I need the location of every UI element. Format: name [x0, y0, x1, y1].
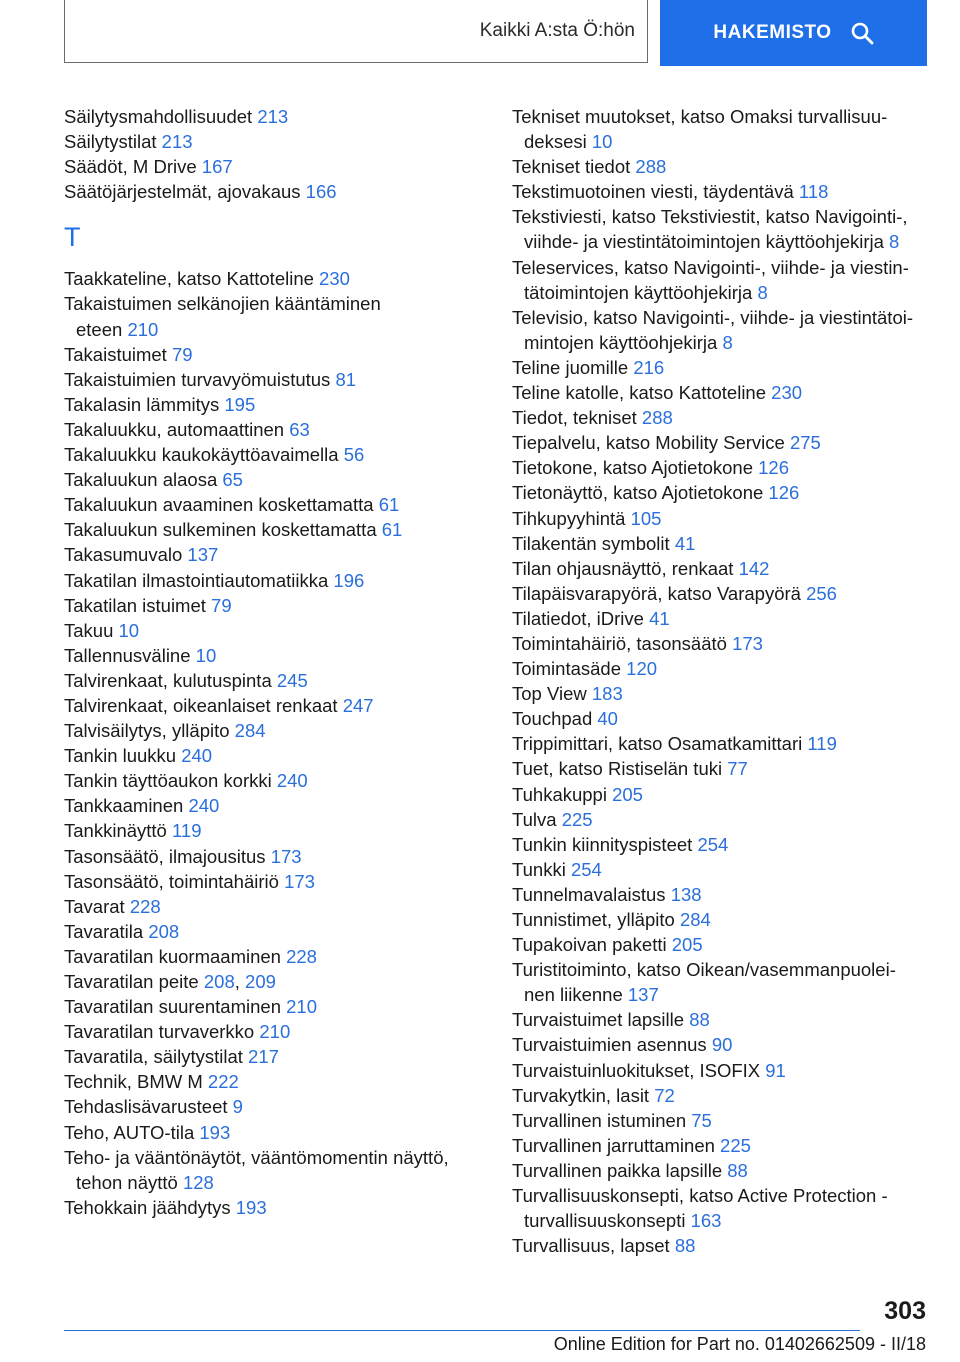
index-entry — [64, 417, 484, 442]
index-entry — [512, 1032, 932, 1057]
index-entry-text: Takaluukku, automaattinen — [64, 418, 285, 440]
index-entry-text: Tunkki — [512, 858, 566, 880]
page-link[interactable]: 90 — [711, 1034, 733, 1056]
index-entry-text: Takaluukun avaaminen koskettamatta — [64, 494, 374, 516]
page-link[interactable]: 254 — [570, 858, 602, 880]
index-entry — [64, 768, 484, 793]
index-entry — [512, 355, 932, 380]
index-entry — [512, 1083, 932, 1108]
page-link[interactable]: 72 — [654, 1084, 675, 1106]
page-link[interactable]: 173 — [270, 845, 302, 867]
index-entry — [512, 882, 932, 907]
index-entry-text: Turvaistuimet lapsille — [512, 1009, 685, 1031]
index-entry — [512, 731, 932, 756]
index-entry-text: Talvisäilytys, ylläpito — [64, 720, 230, 742]
index-entry — [64, 104, 484, 129]
index-list-t-continued — [512, 104, 932, 1258]
index-entry-text: Tekniset muutokset, katso Omaksi turvallisuu- — [512, 106, 888, 127]
index-entry — [512, 305, 932, 355]
index-entry-text: Turvakytkin, lasit — [512, 1084, 650, 1106]
page-link[interactable]: 240 — [188, 795, 220, 817]
index-entry-text: Tulva — [512, 808, 557, 830]
index-entry-text: Turvaistuimien asennus — [512, 1034, 707, 1056]
index-entry-text: Tankkinäyttö — [64, 820, 167, 842]
index-entry — [512, 782, 932, 807]
index-entry-text: viihde- ja viestintätoimintojen käyttöohjekirja — [524, 231, 884, 253]
index-entry-text: Turvallisuus, lapset — [512, 1235, 670, 1257]
index-entry — [64, 643, 484, 668]
index-entry — [512, 756, 932, 781]
index-entry — [64, 693, 484, 718]
index-entry-text: Tihkupyyhintä — [512, 507, 626, 529]
footer-edition: Online Edition for Part no. 01402662509 - II/18 — [553, 1334, 926, 1354]
index-entry — [64, 1044, 484, 1069]
index-entry — [512, 1183, 932, 1233]
index-entry-text: Tavaratilan suurentaminen — [64, 996, 281, 1018]
index-entry — [512, 1158, 932, 1183]
index-entry-text: Takaistuimen selkänojien kääntäminen — [64, 293, 381, 315]
index-entry — [64, 442, 484, 467]
index-entry-text: Trippimittari, katso Osamatkamittari — [512, 733, 803, 755]
index-entry — [64, 1145, 484, 1195]
index-entry-text: Tavaratila, säilytystilat — [64, 1046, 243, 1068]
index-entry — [64, 517, 484, 542]
page-link[interactable]: 56 — [343, 444, 365, 466]
page-link[interactable]: 217 — [248, 1046, 279, 1068]
index-entry-text: Tunkin kiinnityspisteet — [512, 833, 693, 855]
index-entry-text: Technik, BMW M — [64, 1071, 203, 1093]
index-list-s — [64, 104, 484, 204]
index-entry-text: tehon näyttö — [76, 1171, 178, 1193]
index-entry — [512, 480, 932, 505]
page-link[interactable]: 284 — [679, 909, 711, 930]
page-link[interactable]: 137 — [187, 544, 219, 566]
page-link[interactable]: 240 — [276, 770, 308, 792]
page-link[interactable]: 173 — [284, 870, 315, 892]
index-entry — [64, 618, 484, 643]
tab-a-to-z-label: Kaikki A:sta Ö:hön — [479, 20, 635, 41]
page-link[interactable]: 10 — [591, 131, 613, 153]
page-link[interactable]: 216 — [633, 356, 665, 378]
index-entry-text: Tuet, katso Ristiselän tuki — [512, 758, 723, 780]
index-entry-text: Säilytystilat — [64, 131, 157, 153]
page-link[interactable]: 228 — [129, 895, 161, 917]
page-link[interactable]: 195 — [224, 393, 256, 415]
index-entry — [512, 681, 932, 706]
index-entry-text: Tasonsäätö, ilmajousitus — [64, 845, 266, 867]
index-entry-text: Säätöjärjestelmät, ajovakaus — [64, 181, 301, 203]
index-entry — [512, 380, 932, 405]
index-entry — [64, 894, 484, 919]
page-link[interactable]: 137 — [627, 984, 659, 1006]
index-entry-text: Takaistuimet — [64, 343, 167, 365]
index-entry-text: Teline katolle, katso Kattoteline — [512, 382, 767, 404]
index-entry — [512, 807, 932, 832]
index-entry-text: Takaistuimien turvavyömuistutus — [64, 368, 331, 390]
page-link[interactable]: 10 — [118, 619, 140, 641]
index-entry — [64, 179, 484, 204]
index-entry — [64, 994, 484, 1019]
index-entry-text: Tilapäisvarapyörä, katso Varapyörä — [512, 582, 801, 604]
page-link[interactable]: 208 — [203, 971, 235, 992]
page-link[interactable]: 126 — [768, 482, 800, 504]
index-entry — [512, 706, 932, 731]
index-entry — [512, 104, 932, 154]
index-entry-text: Teho, AUTO-tila — [64, 1121, 195, 1143]
index-entry — [64, 1120, 484, 1145]
index-entry-text: Tavarat — [64, 895, 125, 917]
page-link[interactable]: 126 — [758, 457, 790, 479]
page-link[interactable]: 205 — [671, 934, 703, 956]
index-entry-text: Tekstiviesti, katso Tekstiviestit, katso Navigointi-, — [512, 206, 908, 228]
index-entry — [64, 593, 484, 618]
index-entry — [64, 718, 484, 743]
index-entry-text: Takasumuvalo — [64, 544, 183, 566]
page-link[interactable]: 75 — [691, 1109, 712, 1131]
index-entry-text: Turistitoiminto, katso Oikean/vasemmanpuolei- — [512, 959, 896, 981]
index-entry — [64, 291, 484, 341]
index-entry: Tavaratilan peite 208, 209 — [64, 971, 276, 992]
index-entry — [64, 492, 484, 517]
page-number: 303 — [884, 1297, 926, 1325]
index-entry — [64, 154, 484, 179]
index-entry — [512, 506, 932, 531]
index-entry-text: Teho- ja vääntönäytöt, vääntömomentin näyttö, — [64, 1146, 449, 1168]
page-link[interactable]: 10 — [195, 644, 217, 666]
tab-index[interactable] — [660, 0, 927, 66]
index-entry — [512, 531, 932, 556]
index-entry — [64, 1069, 484, 1094]
index-entry — [512, 455, 932, 480]
index-entry-text: Tilatiedot, iDrive — [512, 607, 644, 629]
index-entry-text: Tallennusväline — [64, 644, 191, 666]
page-link[interactable]: 65 — [222, 469, 243, 491]
page-link[interactable]: 228 — [286, 945, 317, 967]
index-entry-text: Tunnelmavalaistus — [512, 883, 666, 905]
tab-index-label: HAKEMISTO — [713, 22, 832, 43]
index-entry — [512, 581, 932, 606]
page-link[interactable]: 284 — [234, 720, 266, 742]
page-link[interactable]: 41 — [674, 532, 696, 554]
index-entry-text: Tavaratilan kuormaaminen — [64, 945, 281, 967]
index-entry-text: Takalasin lämmitys — [64, 393, 220, 415]
index-entry-text: Tehokkain jäähdytys — [64, 1196, 231, 1218]
page-link[interactable]: 205 — [612, 783, 643, 805]
index-entry-text: Tiepalvelu, katso Mobility Service — [512, 432, 785, 454]
page-link[interactable]: 173 — [732, 632, 763, 654]
page-link[interactable]: 81 — [335, 368, 357, 390]
page-link[interactable]: 210 — [286, 996, 318, 1018]
page-link[interactable]: 193 — [235, 1196, 267, 1218]
index-entry — [64, 944, 484, 969]
index-entry-text: Talvirenkaat, kulutuspinta — [64, 669, 272, 691]
index-entry-text: Tupakoivan paketti — [512, 934, 667, 956]
index-entry-text: mintojen käyttöohjekirja — [524, 331, 718, 353]
index-column-left — [64, 104, 484, 1220]
index-entry — [512, 832, 932, 857]
index-entry — [64, 342, 484, 367]
index-entry — [64, 743, 484, 768]
index-entry-text: Tiedot, tekniset — [512, 407, 637, 429]
index-entry — [512, 932, 932, 957]
index-entry — [512, 204, 932, 254]
index-entry-text: Tekstimuotoinen viesti, täydentävä — [512, 181, 794, 203]
index-entry-text: Turvallinen istuminen — [512, 1109, 687, 1131]
page-link[interactable]: 183 — [591, 683, 623, 705]
index-entry-text: Tasonsäätö, toimintahäiriö — [64, 870, 279, 892]
index-entry — [512, 1058, 932, 1083]
index-entry — [64, 869, 484, 894]
index-entry — [64, 818, 484, 843]
footer-divider — [64, 1330, 860, 1331]
index-entry-text: Takaluukun alaosa — [64, 469, 218, 491]
page-link[interactable]: 8 — [722, 331, 733, 353]
index-entry-text: Turvallisuuskonsepti, katso Active Protection - — [512, 1185, 888, 1207]
index-entry-text: Toimintasäde — [512, 658, 622, 680]
page-link[interactable]: 8 — [757, 281, 768, 303]
index-entry-text: Tunnistimet, ylläpito — [512, 909, 675, 930]
index-entry-text: Teline juomille — [512, 356, 629, 378]
index-entry — [512, 907, 932, 932]
page-link[interactable]: 208 — [148, 920, 180, 942]
page-link[interactable]: 91 — [765, 1059, 786, 1081]
index-entry — [512, 1007, 932, 1032]
index-entry-text: nen liikenne — [524, 984, 623, 1006]
index-entry-text: Takaluukun sulkeminen koskettamatta — [64, 519, 377, 541]
index-entry — [64, 266, 484, 291]
page-link[interactable]: 193 — [199, 1121, 231, 1143]
page-link[interactable]: 61 — [378, 494, 400, 516]
page-link[interactable]: 8 — [889, 231, 900, 253]
index-entry-text: Tavaratila — [64, 920, 144, 942]
index-entry-text: Takatilan istuimet — [64, 594, 206, 616]
index-entry-text: Säädöt, M Drive — [64, 156, 197, 178]
page-link[interactable]: 225 — [720, 1134, 751, 1156]
index-entry — [64, 1019, 484, 1044]
page-link[interactable]: 163 — [690, 1210, 722, 1232]
index-entry-text: Tavaratilan peite — [64, 971, 199, 992]
index-entry-text: Televisio, katso Navigointi-, viihde- ja viestintätoi- — [512, 306, 914, 328]
index-entry-text: Takatilan ilmastointiautomatiikka — [64, 569, 329, 591]
page-link[interactable]: 210 — [259, 1021, 291, 1043]
page-link[interactable]: 138 — [670, 883, 702, 905]
page-link[interactable]: 209 — [245, 971, 276, 992]
page-link[interactable]: 288 — [635, 156, 667, 178]
index-entry-text: Talvirenkaat, oikeanlaiset renkaat — [64, 694, 338, 716]
index-entry — [64, 542, 484, 567]
top-navigation — [64, 0, 927, 66]
page-link[interactable]: 213 — [257, 106, 289, 127]
index-entry-text: turvallisuuskonsepti — [524, 1210, 686, 1232]
index-entry-text: Tehdaslisävarusteet — [64, 1096, 228, 1118]
index-entry — [512, 1133, 932, 1158]
index-entry — [512, 1233, 932, 1258]
index-entry — [64, 1195, 484, 1220]
page-link[interactable]: 210 — [127, 318, 159, 340]
index-entry-text: Turvallinen jarruttaminen — [512, 1134, 715, 1156]
index-entry-text: Takuu — [64, 619, 114, 641]
page-link[interactable]: 79 — [171, 343, 193, 365]
page-link[interactable]: 256 — [806, 582, 837, 604]
page-link[interactable]: 196 — [333, 569, 365, 591]
index-entry — [64, 467, 484, 492]
index-entry — [512, 556, 932, 581]
page-link[interactable]: 40 — [597, 708, 618, 730]
index-entry-text: Turvaistuinluokitukset, ISOFIX — [512, 1059, 761, 1081]
index-entry — [64, 668, 484, 693]
page-link[interactable]: 128 — [182, 1171, 214, 1193]
index-entry — [64, 129, 484, 154]
page-link[interactable]: 41 — [649, 607, 670, 629]
search-icon — [850, 21, 874, 45]
index-entry — [64, 793, 484, 818]
index-entry-text: deksesi — [524, 131, 587, 153]
page-link[interactable]: 222 — [207, 1071, 239, 1093]
index-entry — [64, 392, 484, 417]
page-link[interactable]: 79 — [211, 594, 232, 616]
index-entry — [512, 857, 932, 882]
index-entry-text: Top View — [512, 683, 587, 705]
page-link[interactable]: 119 — [807, 733, 837, 755]
page-link[interactable]: 118 — [798, 181, 829, 203]
page-link[interactable]: 88 — [727, 1159, 748, 1181]
index-entry — [64, 844, 484, 869]
page-link[interactable]: 247 — [342, 694, 374, 716]
index-entry-text: Touchpad — [512, 708, 593, 730]
index-entry — [512, 957, 932, 1007]
page-link[interactable]: 213 — [161, 131, 193, 153]
page-link[interactable]: 61 — [381, 519, 403, 541]
index-entry-text: Tankin täyttöaukon korkki — [64, 770, 272, 792]
index-entry-text: Teleservices, katso Navigointi-, viihde- ja viestin- — [512, 256, 909, 278]
index-entry — [512, 606, 932, 631]
index-entry — [64, 568, 484, 593]
index-entry — [512, 179, 932, 204]
page-link[interactable]: 63 — [289, 418, 310, 440]
page-link[interactable]: 9 — [232, 1096, 243, 1118]
index-entry — [512, 656, 932, 681]
index-entry — [512, 631, 932, 656]
index-entry — [512, 1108, 932, 1133]
page-link[interactable]: 240 — [181, 745, 213, 767]
page-link[interactable]: 245 — [276, 669, 308, 691]
page-link[interactable]: 166 — [305, 181, 337, 203]
page-link[interactable]: 225 — [561, 808, 593, 830]
index-entry — [64, 367, 484, 392]
index-entry-text: Turvallinen paikka lapsille — [512, 1159, 723, 1181]
index-entry-text: Tietokone, katso Ajotietokone — [512, 457, 753, 479]
page-link[interactable]: 88 — [674, 1235, 696, 1257]
index-entry-text: Takaluukku kaukokäyttöavaimella — [64, 444, 339, 466]
page-link[interactable]: 88 — [689, 1009, 710, 1031]
page-link[interactable]: 230 — [319, 268, 350, 290]
index-entry-text: Toimintahäiriö, tasonsäätö — [512, 632, 727, 654]
page-link[interactable]: 288 — [641, 407, 673, 429]
index-column-right — [512, 104, 932, 1258]
index-entry-text: Tankin luukku — [64, 745, 177, 767]
index-entry-text: Tuhkakuppi — [512, 783, 607, 805]
page-link[interactable]: 275 — [789, 432, 821, 454]
index-entry-text: Tekniset tiedot — [512, 156, 631, 178]
index-entry-text: tätoimintojen käyttöohjekirja — [524, 281, 753, 303]
index-entry — [64, 1094, 484, 1119]
page-link[interactable]: 167 — [201, 156, 233, 178]
index-entry-text: Tietonäyttö, katso Ajotietokone — [512, 482, 764, 504]
index-entry-text: Taakkateline, katso Kattoteline — [64, 268, 314, 290]
tab-a-to-z[interactable] — [64, 0, 648, 63]
index-list-t — [64, 266, 484, 1220]
index-entry-text: Tavaratilan turvaverkko — [64, 1021, 255, 1043]
index-entry — [512, 154, 932, 179]
page-link[interactable]: 142 — [738, 557, 770, 579]
index-entry — [512, 405, 932, 430]
index-entry — [512, 430, 932, 455]
index-entry-text: Tilan ohjausnäyttö, renkaat — [512, 557, 734, 579]
index-entry-text: Tilakentän symbolit — [512, 532, 670, 554]
page-link[interactable]: 119 — [171, 820, 202, 842]
page-link[interactable]: 254 — [697, 833, 729, 855]
page-link[interactable]: 120 — [626, 658, 658, 680]
page-link[interactable]: 77 — [727, 758, 748, 780]
index-entry — [512, 255, 932, 305]
index-entry-text: Säilytysmahdollisuudet — [64, 106, 253, 127]
index-entry-text: Tankkaaminen — [64, 795, 184, 817]
index-entry-text: eteen — [76, 318, 123, 340]
page-link[interactable]: 105 — [630, 507, 662, 529]
section-letter: T — [64, 222, 81, 253]
index-entry — [64, 919, 484, 944]
page-link[interactable]: 230 — [771, 382, 803, 404]
